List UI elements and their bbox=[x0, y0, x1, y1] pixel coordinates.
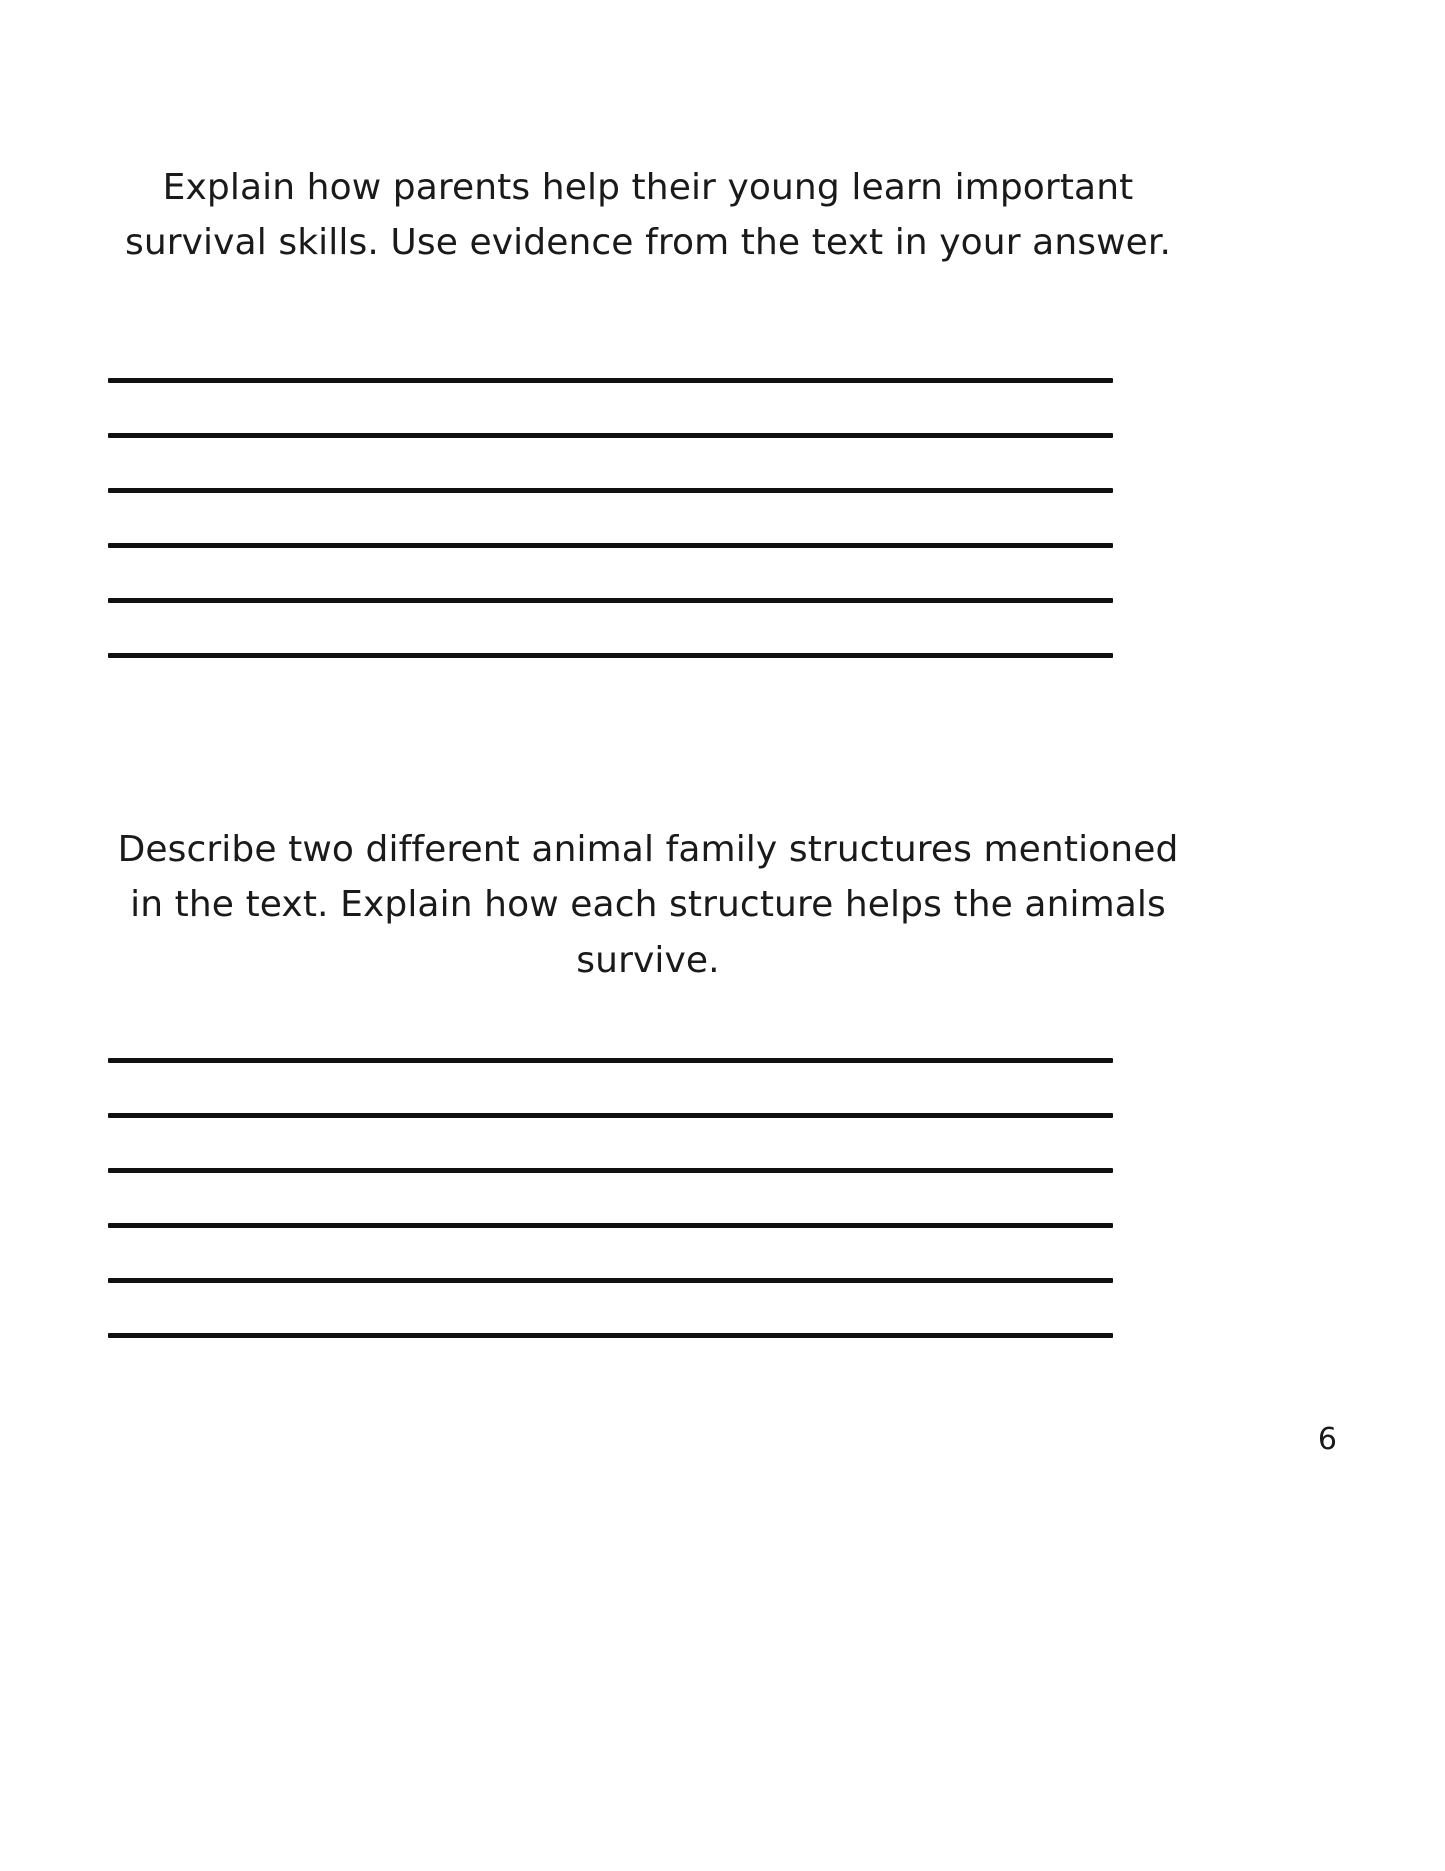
rule-spacer bbox=[108, 1283, 1113, 1333]
rule-spacer bbox=[108, 493, 1113, 543]
answer-lines-question-1[interactable] bbox=[108, 378, 1113, 658]
answer-rule-line[interactable] bbox=[108, 1333, 1113, 1338]
rule-spacer bbox=[108, 1118, 1113, 1168]
rule-spacer bbox=[108, 1063, 1113, 1113]
question-block-1 bbox=[108, 160, 1188, 271]
question-block-2 bbox=[108, 822, 1188, 988]
page-number: 6 bbox=[1317, 1422, 1337, 1457]
question-prompt-1: Explain how parents help their young learn important survival skills. Use evidence from the text in your answer. bbox=[124, 167, 1172, 264]
question-prompt-2: Describe two different animal family structures mentioned in the text. Explain how each structure helps the animals survive. bbox=[117, 829, 1179, 981]
rule-spacer bbox=[108, 1173, 1113, 1223]
rule-spacer bbox=[108, 548, 1113, 598]
answer-lines-question-2[interactable] bbox=[108, 1058, 1113, 1338]
rule-spacer bbox=[108, 1228, 1113, 1278]
answer-rule-line[interactable] bbox=[108, 653, 1113, 658]
rule-spacer bbox=[108, 383, 1113, 433]
rule-spacer bbox=[108, 438, 1113, 488]
rule-spacer bbox=[108, 603, 1113, 653]
